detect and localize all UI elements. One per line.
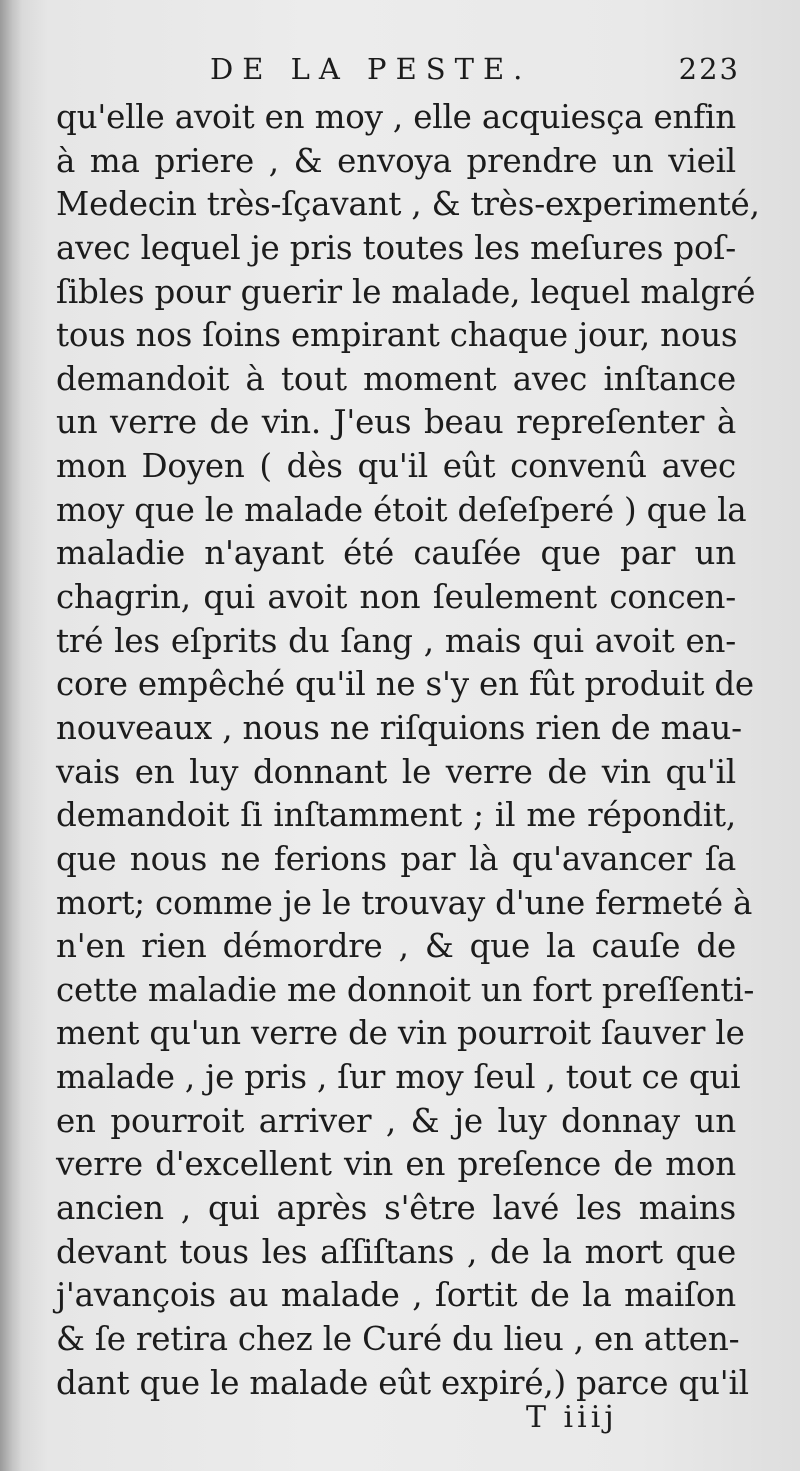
text-line: ancien , qui après s'être lavé les mains — [56, 1189, 736, 1228]
text-line: un verre de vin. J'eus beau repreſenter à — [56, 403, 736, 442]
text-line: maladie n'ayant été cauſée que par un — [56, 534, 736, 573]
text-line: demandoit à tout moment avec inſtance — [56, 359, 736, 398]
text-line: que nous ne ferions par là qu'avancer ſa — [56, 839, 736, 878]
text-line: mon Doyen ( dès qu'il eût convenû avec — [56, 447, 736, 486]
text-line: j'avançois au malade , ſortit de la maiſon — [56, 1276, 736, 1315]
page-number: 223 — [678, 52, 740, 86]
text-line: verre d'excellent vin en preſence de mon — [56, 1145, 736, 1184]
text-line: cette maladie me donnoit un fort preſſenti- — [56, 970, 755, 1009]
page-header — [58, 52, 740, 92]
text-line: tré les eſprits du ſang , mais qui avoit en- — [56, 621, 736, 660]
text-line: nouveaux , nous ne riſquions rien de mau- — [56, 708, 742, 747]
text-line: dant que le malade eût expiré,) parce qu'il — [56, 1363, 749, 1402]
text-line: core empêché qu'il ne s'y en fût produit de — [56, 665, 754, 704]
running-head: DE LA PESTE. — [210, 52, 532, 86]
text-line: avec lequel je pris toutes les meſures poſ- — [56, 228, 736, 267]
signature-mark: T iiij — [526, 1400, 618, 1435]
text-line: ment qu'un verre de vin pourroit ſauver le — [56, 1014, 745, 1053]
text-line: vais en luy donnant le verre de vin qu'il — [56, 752, 736, 791]
text-line: demandoit ſi inſtamment ; il me répondit, — [56, 796, 736, 835]
text-line: moy que le malade étoit deſeſperé ) que la — [56, 490, 747, 529]
text-line: en pourroit arriver , & je luy donnay un — [56, 1101, 736, 1140]
text-line: malade , je pris , ſur moy ſeul , tout ce qui — [56, 1058, 741, 1097]
text-line: ſibles pour guerir le malade, lequel malgré — [56, 272, 756, 311]
text-line: Medecin très-ſçavant , & très-experimenté, — [56, 185, 760, 224]
body-text — [56, 96, 760, 1405]
text-line: à ma priere , & envoya prendre un vieil — [56, 141, 736, 180]
text-line: chagrin, qui avoit non ſeulement concen- — [56, 578, 736, 617]
text-line: devant tous les aſſiſtans , de la mort que — [56, 1232, 736, 1271]
text-line: n'en rien démordre , & que la cauſe de — [56, 927, 736, 966]
text-line: qu'elle avoit en moy , elle acquiesça enfin — [56, 98, 736, 136]
text-line: tous nos ſoins empirant chaque jour, nous — [56, 316, 738, 355]
gutter-shadow — [0, 0, 22, 1471]
text-line: & ſe retira chez le Curé du lieu , en atten- — [56, 1319, 740, 1358]
text-line: mort; comme je le trouvay d'une fermeté à — [56, 883, 753, 922]
